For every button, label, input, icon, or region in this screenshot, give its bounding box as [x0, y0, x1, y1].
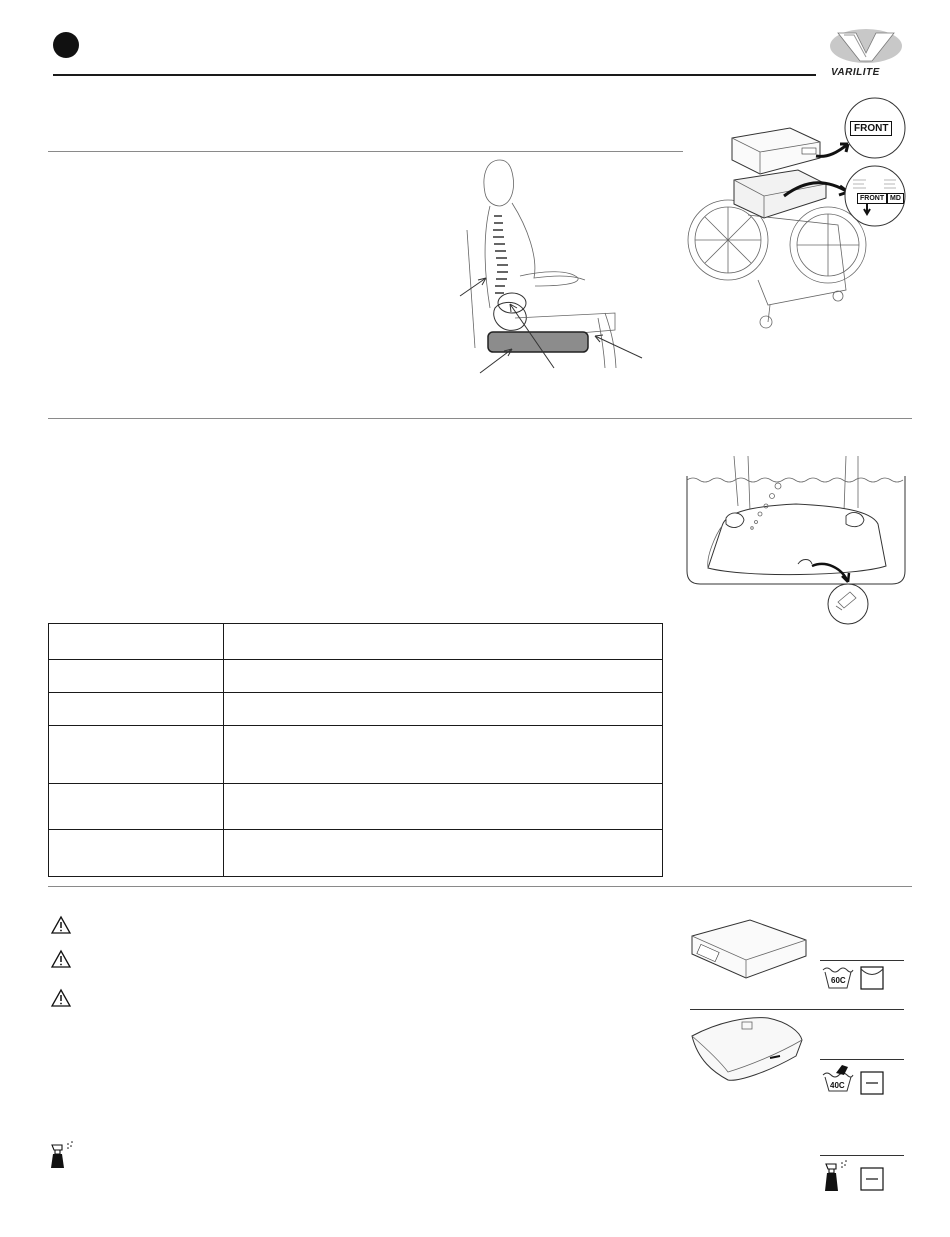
- section-divider-3: [48, 886, 912, 887]
- table-cell-value: [224, 784, 663, 830]
- table-cell-value: [224, 726, 663, 784]
- section-divider-2: [48, 418, 912, 419]
- spray-bottle-icon: [48, 1141, 76, 1171]
- table-cell-value: [224, 660, 663, 693]
- table-cell-value: [224, 830, 663, 877]
- care-row-divider: [820, 960, 904, 961]
- table-row: [49, 726, 663, 784]
- care-table: [48, 623, 663, 877]
- section-number-badge: [53, 32, 79, 58]
- table-cell-label: [49, 693, 224, 726]
- spray-clean-icon: [822, 1160, 852, 1194]
- table-cell-label: [49, 830, 224, 877]
- table-cell-label: [49, 726, 224, 784]
- care-section-divider: [690, 1009, 904, 1010]
- header-rule: [53, 74, 816, 76]
- cushion-submersion-leak-test-illustration: [686, 456, 911, 626]
- table-cell-label: [49, 624, 224, 660]
- warning-triangle-icon: [51, 916, 73, 936]
- table-row: [49, 624, 663, 660]
- label-callout-md: MD: [887, 193, 904, 204]
- table-row: [49, 784, 663, 830]
- table-cell-label: [49, 660, 224, 693]
- table-cell-value: [224, 693, 663, 726]
- table-cell-value: [224, 624, 663, 660]
- section-divider-1: [48, 151, 683, 152]
- varilite-v-logo-icon: [826, 27, 906, 67]
- table-cell-label: [49, 784, 224, 830]
- seated-posture-spine-illustration: [450, 158, 650, 378]
- inner-wash-temperature: 40C: [830, 1081, 845, 1090]
- warning-triangle-icon: [51, 950, 73, 970]
- cover-wash-temperature: 60C: [831, 976, 846, 985]
- front-callout-label: FRONT: [850, 121, 892, 136]
- cushion-cover-illustration: [690, 918, 810, 980]
- dry-flat-icon: [860, 1071, 884, 1095]
- care-row-divider: [820, 1155, 904, 1156]
- dry-flat-icon: [860, 1167, 884, 1191]
- table-row: [49, 693, 663, 726]
- care-row-divider: [820, 1059, 904, 1060]
- cushion-inner-illustration: [688, 1014, 808, 1084]
- table-row: [49, 830, 663, 877]
- brand-name: VARILITE: [831, 67, 880, 78]
- label-callout-front: FRONT: [857, 193, 887, 204]
- table-row: [49, 660, 663, 693]
- line-dry-icon: [860, 966, 884, 990]
- warning-triangle-icon: [51, 989, 73, 1009]
